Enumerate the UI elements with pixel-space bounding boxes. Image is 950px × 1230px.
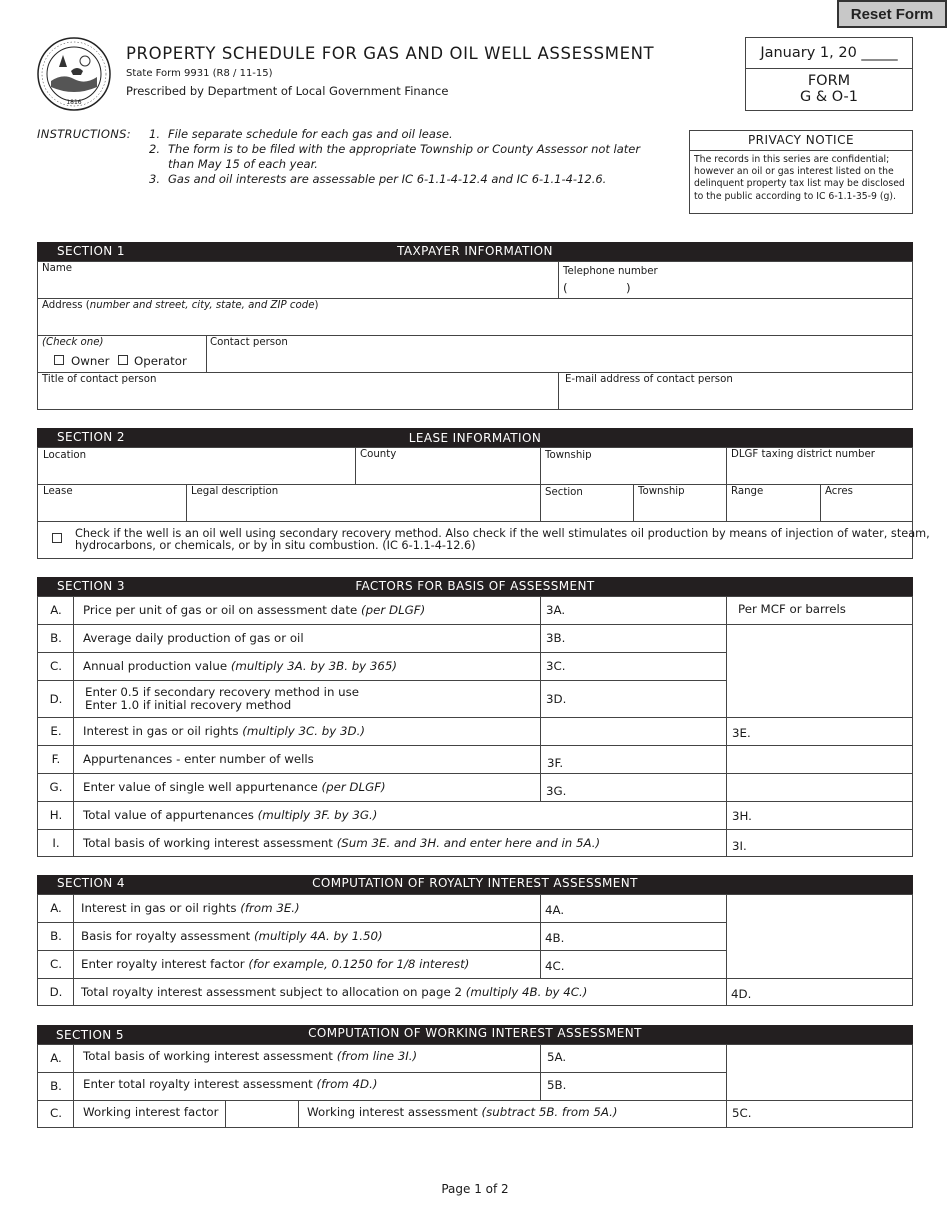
township-number-field[interactable]: Township — [633, 484, 727, 522]
township-field[interactable]: Township — [540, 447, 727, 485]
field-3i[interactable]: 3I. — [726, 829, 913, 857]
section1-title: TAXPAYER INFORMATION — [397, 244, 553, 258]
contact-title-field[interactable]: Title of contact person — [37, 372, 559, 410]
field-3f[interactable]: 3F. — [540, 745, 727, 774]
field-4c[interactable]: 4C. — [540, 950, 727, 979]
field-3d[interactable]: 3D. — [540, 680, 727, 718]
name-field[interactable]: Name — [37, 261, 559, 299]
page-number: Page 1 of 2 — [441, 1182, 509, 1196]
secondary-recovery-row: Check if the well is an oil well using secondary recovery method. Also check if the well stimulates oil production by means of injection of water, steam, hydrocarbons, or chemicals, or by in situ combustion. (IC 6-1.1-4-12.6) — [37, 521, 913, 559]
section4-title: COMPUTATION OF ROYALTY INTEREST ASSESSMENT — [312, 876, 638, 890]
field-3e[interactable]: 3E. — [726, 717, 913, 746]
reset-form-button[interactable]: Reset Form — [837, 0, 947, 28]
privacy-notice — [689, 130, 913, 214]
field-3h[interactable]: 3H. — [726, 801, 913, 830]
field-4d[interactable]: 4D. — [726, 978, 913, 1006]
address-field[interactable]: Address (number and street, city, state, and ZIP code) — [37, 298, 913, 336]
section1-label: SECTION 1 — [57, 244, 125, 258]
section5-title: COMPUTATION OF WORKING INTEREST ASSESSMENT — [308, 1026, 642, 1040]
field-3g[interactable]: 3G. — [540, 773, 727, 802]
section5-header — [37, 1025, 913, 1044]
county-field[interactable]: County — [355, 447, 541, 485]
secondary-recovery-checkbox[interactable] — [52, 533, 62, 543]
field-4a[interactable]: 4A. — [540, 894, 727, 923]
instruction-item: 3. Gas and oil interests are assessable per IC 6-1.1-4-12.4 and IC 6-1.1-4-12.6. — [149, 172, 607, 186]
working-interest-factor-field[interactable] — [225, 1100, 299, 1128]
section2-header — [37, 428, 913, 447]
field-5b[interactable]: 5B. — [540, 1072, 727, 1101]
lease-field[interactable]: Lease — [37, 484, 187, 522]
state-form-number: State Form 9931 (R8 / 11-15) — [126, 68, 273, 79]
prescribed-by: Prescribed by Department of Local Government Finance — [126, 84, 449, 98]
section4-header — [37, 875, 913, 894]
field-3b[interactable]: 3B. — [540, 624, 727, 653]
section1-header — [37, 242, 913, 261]
field-5c[interactable]: 5C. — [726, 1100, 913, 1128]
seal-year: 1816 — [66, 99, 82, 106]
section3-header — [37, 577, 913, 596]
instructions-list — [149, 127, 659, 187]
operator-checkbox[interactable] — [118, 355, 128, 365]
date-label: January 1, 20 _____ — [746, 38, 912, 69]
per-mcf-label: Per MCF or barrels — [738, 602, 846, 616]
location-field[interactable]: Location — [37, 447, 356, 485]
form-code: G & O-1 — [799, 89, 859, 105]
legal-description-field[interactable]: Legal description — [186, 484, 541, 522]
section2-label: SECTION 2 — [57, 430, 125, 444]
form-id-box — [745, 37, 913, 111]
owner-checkbox[interactable] — [54, 355, 64, 365]
instructions-label: INSTRUCTIONS: — [37, 127, 131, 141]
section4-label: SECTION 4 — [57, 876, 125, 890]
section3-title: FACTORS FOR BASIS OF ASSESSMENT — [355, 579, 595, 593]
section2-title: LEASE INFORMATION — [408, 431, 542, 445]
instruction-item: 2. The form is to be filed with the appropriate Township or County Assessor not later than May 15 of each year. — [149, 142, 641, 171]
acres-field[interactable]: Acres — [820, 484, 913, 522]
form-title: PROPERTY SCHEDULE FOR GAS AND OIL WELL ASSESSMENT — [126, 44, 655, 63]
privacy-body: The records in this series are confidential; however an oil or gas interest listed on the delinquent property tax list may be disclosed to the public according to IC 6-1.1-35-9 (g). — [694, 154, 905, 202]
section-field[interactable]: Section — [540, 484, 634, 522]
form-label: FORM — [807, 73, 851, 89]
range-field[interactable]: Range — [726, 484, 821, 522]
field-3a[interactable]: 3A. — [540, 596, 727, 625]
dlgf-district-field[interactable]: DLGF taxing district number — [726, 447, 913, 485]
contact-person-field[interactable]: Contact person — [206, 335, 913, 373]
field-5a[interactable]: 5A. — [540, 1044, 727, 1073]
indiana-seal-icon — [37, 37, 111, 111]
instruction-item: 1. File separate schedule for each gas and oil lease. — [149, 127, 453, 141]
field-4b[interactable]: 4B. — [540, 922, 727, 951]
telephone-field[interactable]: Telephone number ( ) — [558, 261, 913, 299]
field-3c[interactable]: 3C. — [540, 652, 727, 681]
owner-operator-field: (Check one) Owner Operator — [37, 335, 207, 373]
contact-email-field[interactable]: E-mail address of contact person — [558, 372, 913, 410]
section5-label: SECTION 5 — [56, 1028, 124, 1042]
section3-label: SECTION 3 — [57, 579, 125, 593]
privacy-title: PRIVACY NOTICE — [690, 131, 912, 151]
